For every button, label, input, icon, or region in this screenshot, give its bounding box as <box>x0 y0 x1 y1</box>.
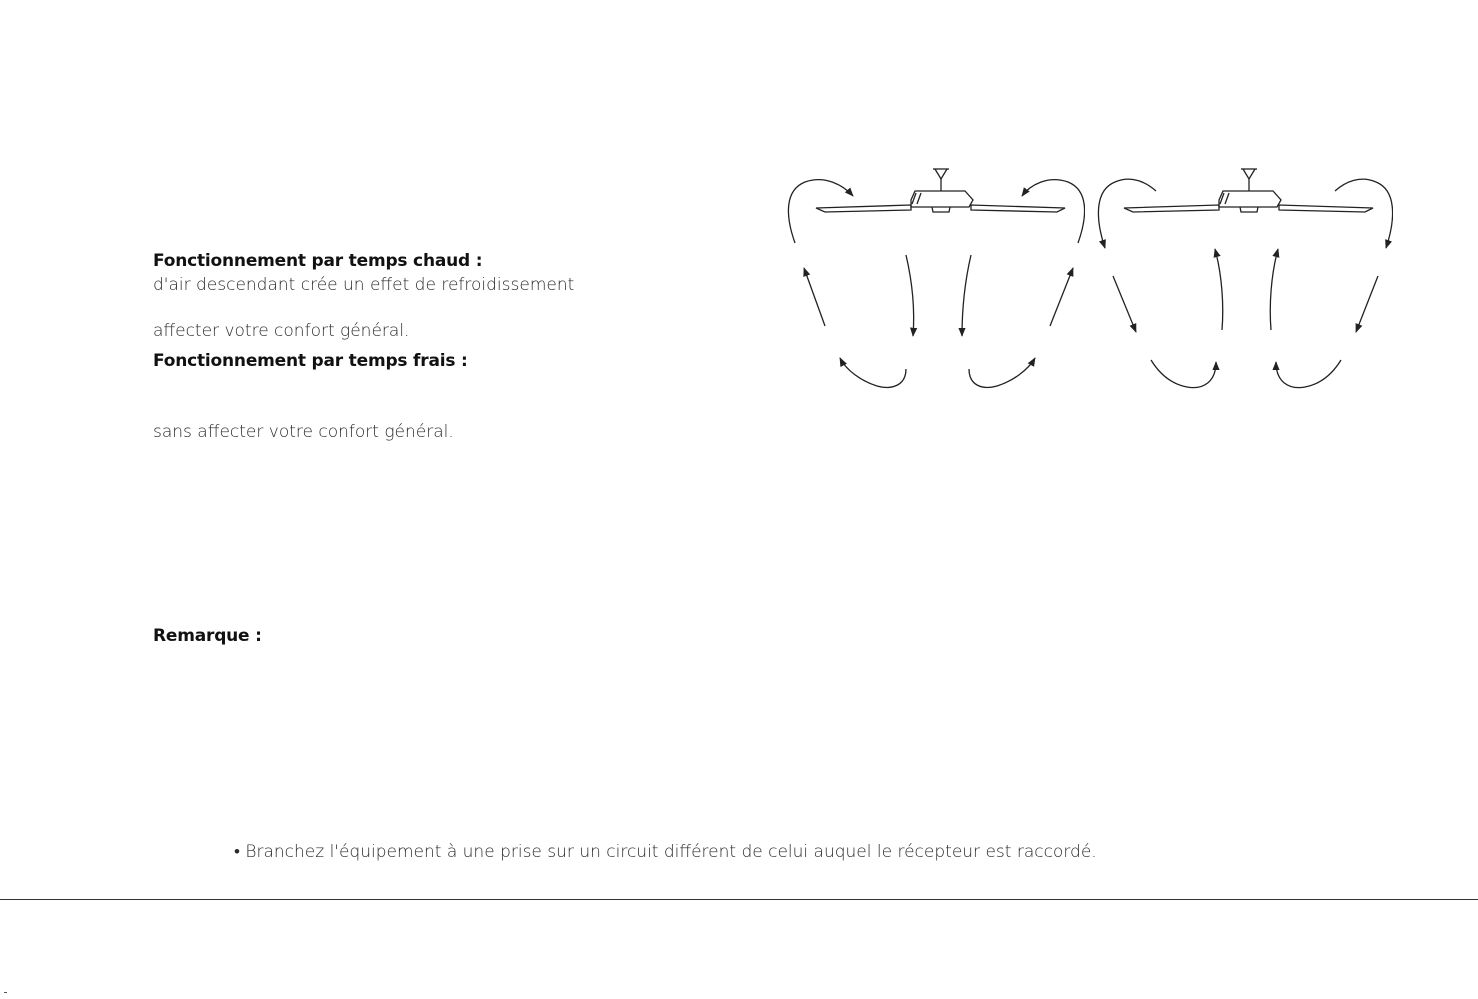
ceiling-fan-downdraft-drawing <box>785 160 1085 400</box>
warm-weather-text-line-1: d'air descendant crée un effet de refroidissement <box>153 275 575 295</box>
warm-weather-text-line-2: affecter votre confort général. <box>153 321 410 341</box>
airflow-arrows <box>1098 179 1392 387</box>
cool-weather-heading: Fonctionnement par temps frais : <box>153 351 468 371</box>
note-heading: Remarque : <box>153 626 262 646</box>
ceiling-fan-downdraft-icon <box>785 160 1085 400</box>
page-corner-mark <box>4 992 7 993</box>
cool-weather-text-line-1: sans affecter votre confort général. <box>153 422 454 442</box>
airflow-arrows <box>788 180 1084 388</box>
warm-weather-heading: Fonctionnement par temps chaud : <box>153 251 483 271</box>
footer-divider <box>0 899 1478 900</box>
ceiling-fan-updraft-drawing <box>1093 160 1393 400</box>
ceiling-fan-updraft-icon <box>1093 160 1393 400</box>
note-bullet-item: • Branchez l'équipement à une prise sur un circuit différent de celui auquel le récepteur est raccordé. <box>234 842 1097 862</box>
